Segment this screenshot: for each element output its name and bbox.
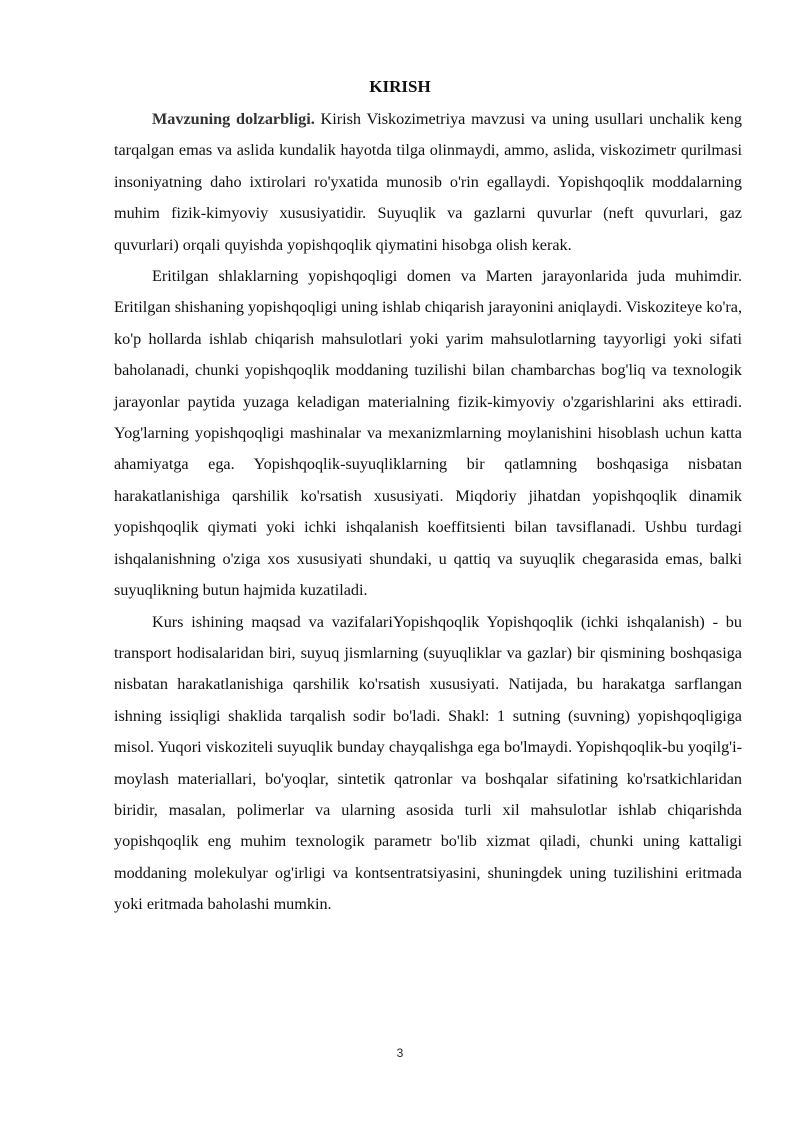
paragraph-slag-viscosity [114, 261, 742, 606]
page-number: 3 [396, 1046, 404, 1060]
paragraph-text: Kurs ishining maqsad va vazifalariYopishqoqlik Yopishqoqlik (ichki ishqalanish) - bu transport hodisalaridan biri, suyuq jismlarning (suyuqliklar va gazlar) bir qismining boshqasiga nisbatan harakatlanishiga qarshilik ko'rsatish xususiyati. Natijada, bu harakatga sarflangan ishning issiqligi shaklida tarqalish sodir bo'ladi. Shakl: 1 sutning (suvning) yopishqoqligiga misol. Yuqori viskoziteli suyuqlik bunday chayqalishga ega bo'lmaydi. Yopishqoqlik-bu yoqilg'i-moylash materiallari, bo'yoqlar, sintetik qatronlar va boshqalar sifatining ko'rsatkichlaridan biridir, masalan, polimerlar va ularning asosida turli xil mahsulotlar ishlab chiqarishda yopishqoqlik eng muhim texnologik parametr bo'lib xizmat qiladi, chunki uning kattaligi moddaning molekulyar og'irligi va kontsentratsiyasini, shuningdek uning tuzilishini eritmada yoki eritmada baholashi mumkin. [114, 612, 742, 914]
page-title: KIRISH [369, 77, 431, 96]
paragraph-lead: Mavzuning dolzarbligi. [152, 110, 315, 128]
paragraph-course-goals [114, 607, 742, 921]
paragraph-relevance [114, 104, 742, 261]
paragraph-text: Eritilgan shlaklarning yopishqoqligi domen va Marten jarayonlarida juda muhimdir. Eritilgan shishaning yopishqoqligi uning ishlab chiqarish jarayonini aniqlaydi. Viskoziteye ko'ra, ko'p hollarda ishlab chiqarish mahsulotlari yoki yarim mahsulotlarning tayyorligi yoki sifati baholanadi, chunki yopishqoqlik moddaning tuzilishi bilan chambarchas bog'liq va texnologik jarayonlar paytida yuzaga keladigan materialning fizik-kimyoviy o'zgarishlarini aks ettiradi. Yog'larning yopishqoqligi mashinalar va mexanizmlarning moylanishini hisoblash uchun katta ahamiyatga ega. Yopishqoqlik-suyuqliklarning bir qatlamning boshqasiga nisbatan harakatlanishiga qarshilik ko'rsatish xususiyati. Miqdoriy jihatdan yopishqoqlik dinamik yopishqoqlik qiymati yoki ichki ishqalanish koeffitsienti bilan tavsiflanadi. Ushbu turdagi ishqalanishning o'ziga xos xususiyati shundaki, u qattiq va suyuqlik chegarasida emas, balki suyuqlikning butun hajmida kuzatiladi. [114, 267, 742, 600]
body-text [114, 104, 742, 921]
paragraph-text: Kirish Viskozimetriya mavzusi va uning usullari unchalik keng tarqalgan emas va aslida kundalik hayotda tilga olinmaydi, ammo, aslida, viskozimetr qurilmasi insoniyatning daho ixtirolari ro'yxatida munosib o'rin egallaydi. Yopishqoqlik moddalarning muhim fizik-kimyoviy xususiyatidir. Suyuqlik va gazlarni quvurlar (neft quvurlari, gaz quvurlari) orqali quyishda yopishqoqlik qiymatini hisobga olish kerak. [114, 110, 742, 254]
